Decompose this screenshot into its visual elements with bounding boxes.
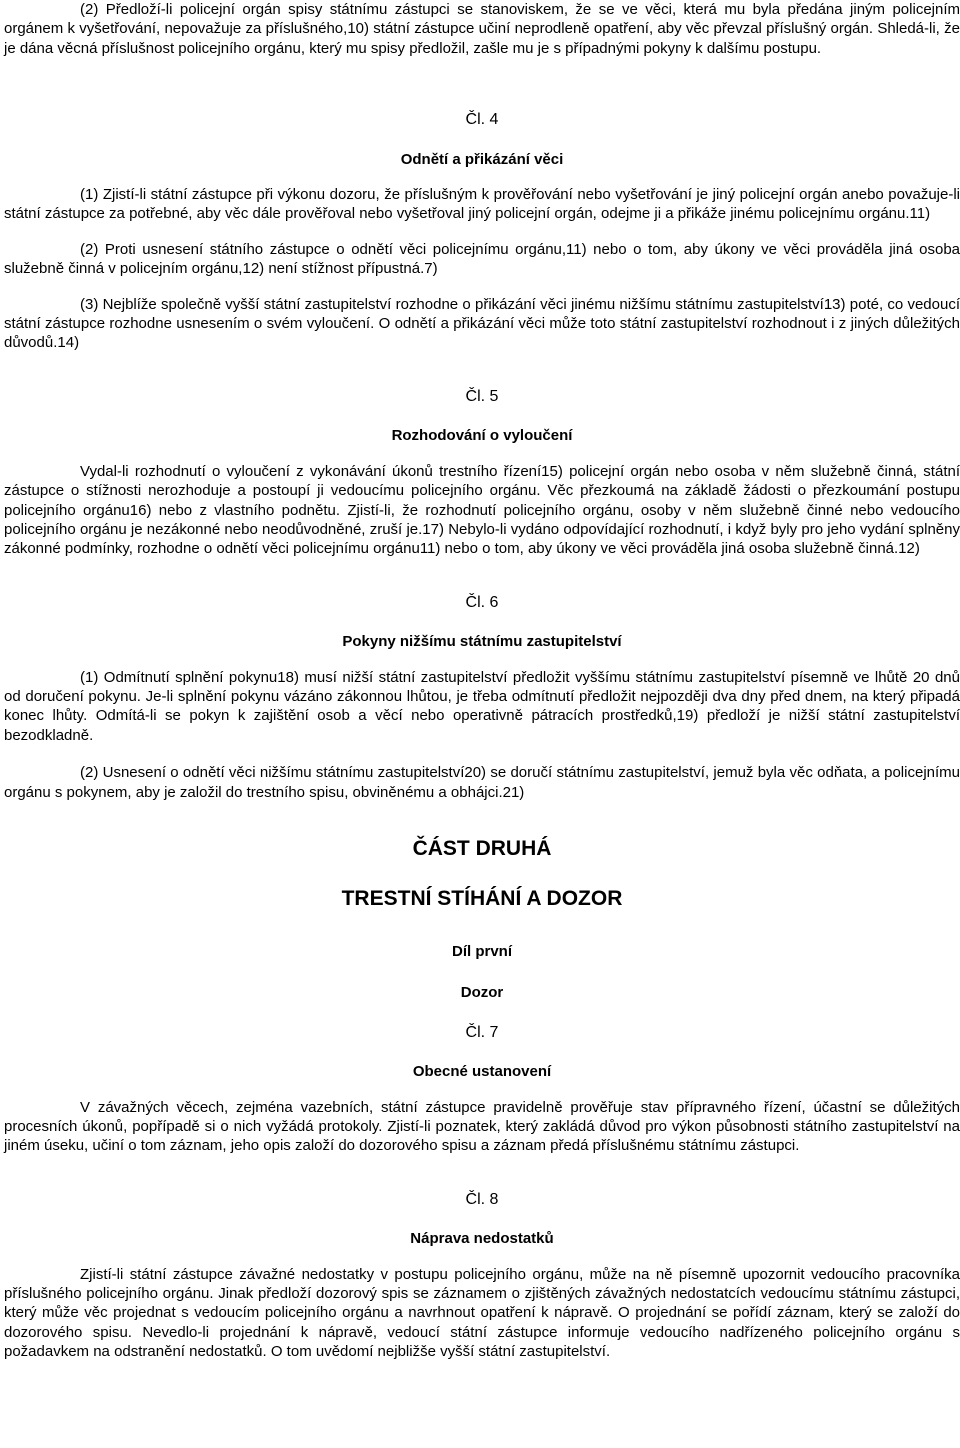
article-5-number: Čl. 5 — [465, 387, 499, 405]
article-8-number: Čl. 8 — [465, 1190, 499, 1208]
article-7-number: Čl. 7 — [465, 1023, 499, 1041]
part-heading: ČÁST DRUHÁ — [412, 836, 552, 860]
article-8-title: Náprava nedostatků — [410, 1230, 554, 1248]
article-4-number: Čl. 4 — [465, 111, 499, 129]
part-title: TRESTNÍ STÍHÁNÍ A DOZOR — [341, 886, 623, 910]
article-6-paragraph-2: (2) Usnesení o odnětí věci nižšímu státnímu zastupitelství20) se doručí státnímu zastupitelství, jemuž byla věc odňata, a policejnímu orgánu s pokynem, aby je založil do trestního spisu, obviněnému a obhájci.21) — [4, 764, 960, 801]
article-7-paragraph-1: V závažných věcech, zejména vazebních, státní zástupce pravidelně prověřuje stav přípravného řízení, účastní se důležitých procesních úkonů, popřípadě si o nich vyžádá protokoly. Zjistí-li poznatek, který zakládá důvod pro výkon působnosti státního zastupitelství na jiném úseku, učiní o tom záznam, jeho opis založí do dozorového spisu a záznam předá příslušnému státnímu zástupci. — [4, 1098, 960, 1155]
article-6-number: Čl. 6 — [465, 593, 499, 611]
article-5-title: Rozhodování o vyloučení — [391, 427, 573, 445]
article-4-paragraph-1: (1) Zjistí-li státní zástupce při výkonu dozoru, že příslušným k prověřování nebo vyšetřování je jiný policejní orgán anebo považuje-li státní zástupce za potřebné, aby věc dále prověřoval nebo vyšetřoval jiný policejní orgán, odejme ji a přikáže jinému policejnímu orgánu.11) — [4, 186, 960, 223]
intro-paragraph: (2) Předloží-li policejní orgán spisy státnímu zástupci se stanoviskem, že se ve věci, která mu byla předána jiným policejním orgánem k vyšetřování, nepovažuje za příslušného,10) státní zástupce učiní neprodleně opatření, aby věc převzal příslušný orgán. Shledá-li, že je dána věcná příslušnost policejního orgánu, který mu spisy předložil, zašle mu je s případnými pokyny k dalšímu postupu. — [4, 1, 960, 57]
article-7-title: Obecné ustanovení — [412, 1063, 552, 1081]
division-title: Dozor — [460, 984, 504, 1002]
article-8-paragraph-1: Zjistí-li státní zástupce závažné nedostatky v postupu policejního orgánu, může na ně písemně upozornit vedoucího pracovníka příslušného policejního orgánu. Jinak předloží dozorový spis se záznamem o zjištěných závažných nedostatcích vedoucímu státnímu zástupci, který může věc projednat s vedoucím policejního orgánu a navrhnout opatření k nápravě. O projednání se pořídí záznam, který se založí do dozorového spisu. Nevedlo-li projednání k nápravě, vedoucí státní zástupce informuje vedoucího nadřízeného policejního orgánu s požadavkem na odstranění nedostatků. O tom uvědomí nejbližše vyšší státní zastupitelství. — [4, 1265, 960, 1361]
article-6-paragraph-1: (1) Odmítnutí splnění pokynu18) musí nižší státní zastupitelství předložit vyššímu státnímu zastupitelství písemně ve lhůtě 20 dnů od doručení pokynu. Je-li splnění pokynu vázáno zákonnou lhůtou, je třeba odmítnutí předložit nejpozději dva dny před dnem, na který připadá konec lhůty. Odmítá-li se pokyn k zajištění osob a věcí nebo operativně pátracích prostředků,19) předloží je nižší státní zastupitelství bezodkladně. — [4, 668, 960, 744]
article-4-title: Odnětí a přikázání věci — [400, 150, 564, 168]
document-page — [4, 0, 960, 1362]
article-4-paragraph-2: (2) Proti usnesení státního zástupce o odnětí věci policejnímu orgánu,11) nebo o tom, aby úkony ve věci prováděla jiná osoba služebně činná v policejním orgánu,12) není stížnost přípustná.7) — [4, 240, 960, 278]
article-4-paragraph-3: (3) Nejblíže společně vyšší státní zastupitelství rozhodne o přikázání věci jinému nižšímu státnímu zastupitelství13) poté, co vedoucí státní zástupce rozhodne usnesením o svém vyloučení. O odnětí a přikázání věci může toto státní zastupitelství rozhodnout i z jiných důležitých důvodů.14) — [4, 295, 960, 352]
article-5-paragraph-1: Vydal-li rozhodnutí o vyloučení z vykonávání úkonů trestního řízení15) policejní orgán nebo osoba v něm služebně činná, státní zástupce o stížnosti nerozhoduje a postoupí ji vedoucímu policejního orgánu. Věc přezkoumá na základě žádosti o přezkoumání postupu policejního orgánu16) nebo z vlastního podnětu. Zjistí-li, že rozhodnutí policejního orgánu, osoby v něm služebně činné nebo vedoucího policejního orgánu je nezákonné nebo neodůvodněné, zruší je.17) Nebylo-li vydáno odpovídající rozhodnutí, i když byly pro jeho vydání splněny zákonné podmínky, rozhodne o odnětí věci policejnímu orgánu11) nebo o tom, aby úkony ve věci prováděla jiná osoba služebně činná.12) — [4, 462, 960, 558]
division-heading: Díl první — [451, 942, 512, 960]
article-6-title: Pokyny nižšímu státnímu zastupitelství — [342, 633, 622, 651]
